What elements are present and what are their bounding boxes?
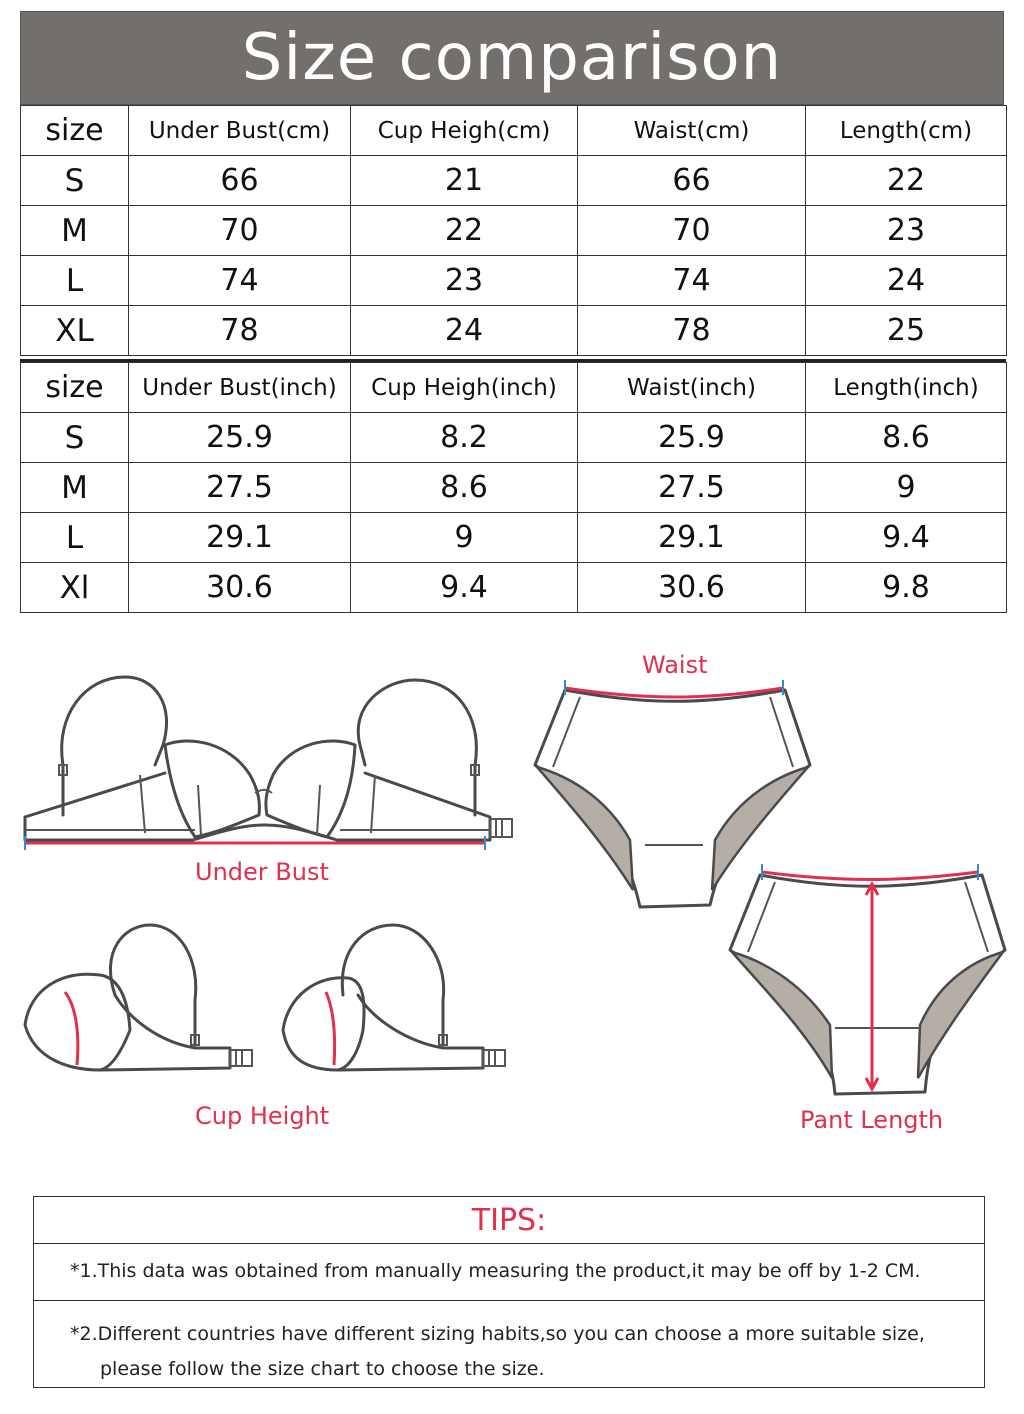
table-row [21,206,1007,256]
size-cell: M [21,206,129,256]
table-row [21,306,1007,356]
header-cell: Cup Heigh(inch) [351,363,578,413]
header-cell: size [21,363,129,413]
bra-under-bust-illustration [15,665,520,855]
cup-height-illustration-right [278,920,518,1080]
table-cell: 24 [806,256,1007,306]
table-cell: 24 [351,306,578,356]
header-cell: Waist(inch) [578,363,806,413]
size-cell: M [21,463,129,513]
table-row [21,413,1007,463]
table-cell: 8.2 [351,413,578,463]
header-cell: Waist(cm) [578,106,806,156]
table-cell: 8.6 [351,463,578,513]
table-cell: 27.5 [578,463,806,513]
table-cell: 29.1 [578,513,806,563]
inch-size-table [20,362,1007,613]
table-cell: 29.1 [129,513,351,563]
header-cell: Cup Heigh(cm) [351,106,578,156]
table-cell: 8.6 [806,413,1007,463]
table-cell: 27.5 [129,463,351,513]
waist-label: Waist [642,651,708,679]
table-cell: 25 [806,306,1007,356]
table-row [21,513,1007,563]
cm-size-table [20,105,1007,356]
tip-1-text: *1.This data was obtained from manually measuring the product,it may be off by 1-2 CM. [70,1260,921,1282]
cup-height-label: Cup Height [195,1102,330,1130]
size-cell: S [21,413,129,463]
header-cell: Under Bust(cm) [129,106,351,156]
header-cell: Under Bust(inch) [129,363,351,413]
header-cell: Length(inch) [806,363,1007,413]
table-cell: 25.9 [578,413,806,463]
table-cell: 78 [578,306,806,356]
title-bar [20,11,1004,105]
table-row [21,156,1007,206]
size-cell: XL [21,306,129,356]
pants-length-illustration [720,860,1020,1100]
table-row [21,563,1007,613]
cup-height-illustration-left [20,920,260,1080]
table-cell: 22 [351,206,578,256]
header-cell: size [21,106,129,156]
under-bust-label: Under Bust [195,858,329,886]
header-cell: Length(cm) [806,106,1007,156]
tip-2-line-1: *2.Different countries have different sizing habits,so you can choose a more suitable size, [70,1323,925,1345]
table-cell: 23 [351,256,578,306]
inch-header-row [21,363,1007,413]
table-cell: 25.9 [129,413,351,463]
table-cell: 21 [351,156,578,206]
table-cell: 9 [351,513,578,563]
size-cell: Xl [21,563,129,613]
table-cell: 22 [806,156,1007,206]
pant-length-label: Pant Length [800,1106,944,1134]
table-cell: 30.6 [129,563,351,613]
size-cell: S [21,156,129,206]
table-cell: 70 [129,206,351,256]
table-cell: 74 [578,256,806,306]
table-cell: 23 [806,206,1007,256]
table-cell: 66 [129,156,351,206]
table-cell: 74 [129,256,351,306]
size-chart [20,11,1006,606]
cm-header-row [21,106,1007,156]
table-cell: 78 [129,306,351,356]
table-cell: 9.4 [351,563,578,613]
tip-1 [34,1243,984,1300]
table-cell: 9.4 [806,513,1007,563]
table-cell: 9 [806,463,1007,513]
tip-2-line-2: please follow the size chart to choose the size. [100,1358,545,1380]
tips-box [33,1196,985,1388]
table-cell: 9.8 [806,563,1007,613]
table-row [21,256,1007,306]
table-cell: 70 [578,206,806,256]
table-row [21,463,1007,513]
tip-2 [34,1300,984,1388]
tips-title: TIPS: [471,1202,547,1238]
size-cell: L [21,256,129,306]
table-cell: 30.6 [578,563,806,613]
size-cell: L [21,513,129,563]
page-title: Size comparison [241,21,783,95]
table-cell: 66 [578,156,806,206]
